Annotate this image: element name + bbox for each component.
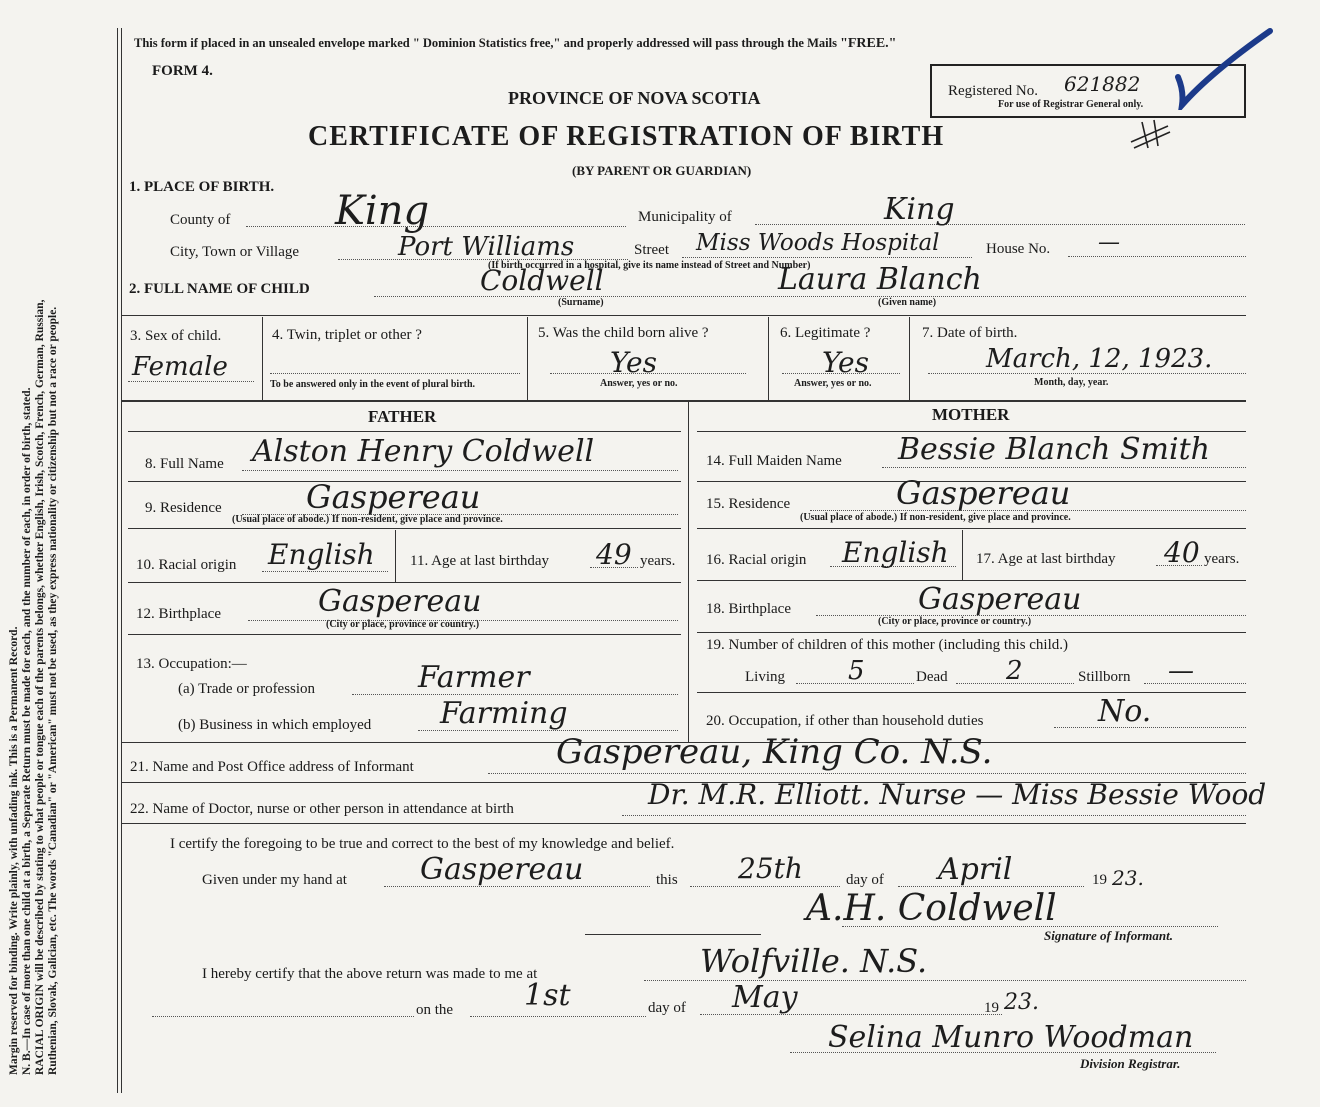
sex-label: 3. Sex of child. [130,328,222,344]
registered-label: Registered No. [948,83,1038,99]
mother-birthplace-label: 18. Birthplace [706,601,791,617]
mother-age-label: 17. Age at last birthday [976,551,1116,567]
mother-birthplace-value: Gaspereau [918,582,1082,617]
dob-value: March, 12, 1923. [986,344,1213,374]
father-age-value: 49 [596,538,632,571]
mother-residence-value: Gaspereau [896,474,1071,512]
mail-notice: This form if placed in an unsealed envelope marked " Dominion Statistics free," and properly addressed will pass through the Mails "FREE." [134,36,897,51]
alive-caption: Answer, yes or no. [600,378,678,389]
mother-occupation-label: 20. Occupation, if other than household duties [706,713,984,729]
alive-label: 5. Was the child born alive ? [538,325,709,341]
mother-age-value: 40 [1164,536,1200,569]
dead-value: 2 [1006,656,1023,686]
registrar-note: For use of Registrar General only. [998,99,1144,110]
form-number: FORM 4. [152,63,213,79]
sex-value: Female [132,352,228,382]
scribble-mark-icon [1128,118,1174,152]
margin-line: Margin reserved for binding. Write plainly, with unfading ink. This is a Permanent Record. [8,626,20,1075]
trade-label: (a) Trade or profession [178,681,316,697]
registrar-year-value: 23. [1004,990,1039,1015]
father-name-label: 8. Full Name [145,456,224,472]
county-label: County of [170,212,231,228]
father-race-value: English [268,538,375,571]
province-heading: PROVINCE OF NOVA SCOTIA [508,88,761,108]
registrar-statement: I hereby certify that the above return was made to me at [202,966,538,982]
trade-value: Farmer [418,660,530,695]
father-age-unit: years. [640,553,676,569]
hospital-note: (If birth occurred in a hospital, give its name instead of Street and Number) [488,260,811,271]
father-heading: FATHER [368,407,437,426]
alive-value: Yes [610,346,657,379]
dob-caption: Month, day, year. [1034,377,1109,388]
binding-margin-line [117,28,118,1093]
section1-heading: 1. PLACE OF BIRTH. [129,179,275,195]
margin-line: RACIAL ORIGIN will be described by stating to what people or tongue each of the parents belongs, whether English, Irish, Scotch, French, German, Russian, [34,299,46,1075]
registrar-day-of-label: day of [648,1000,686,1016]
subtitle: (BY PARENT OR GUARDIAN) [572,163,752,178]
house-value: — [1098,230,1120,255]
registered-number: 621882 [1064,72,1141,96]
mother-age-unit: years. [1204,551,1240,567]
on-the-label: on the [416,1002,454,1018]
registrar-signature-caption: Division Registrar. [1080,1056,1181,1071]
registrar-month-value: May [732,980,798,1015]
father-birthplace-caption: (City or place, province or country.) [326,619,480,630]
father-name-value: Alston Henry Coldwell [252,434,595,469]
informant-signature-caption: Signature of Informant. [1044,928,1173,943]
occupation-label: 13. Occupation:— [136,656,247,672]
twin-label: 4. Twin, triplet or other ? [272,327,422,343]
dob-label: 7. Date of birth. [922,325,1018,341]
house-label: House No. [986,241,1051,257]
legitimate-caption: Answer, yes or no. [794,378,872,389]
living-label: Living [745,669,785,685]
checkmark-icon [1170,25,1280,110]
attendant-label: 22. Name of Doctor, nurse or other person in attendance at birth [130,801,514,817]
business-label: (b) Business in which employed [178,717,372,733]
twin-note: To be answered only in the event of plural birth. [270,379,476,390]
this-label: this [656,872,678,888]
children-label: 19. Number of children of this mother (including this child.) [706,637,1069,653]
father-residence-caption: (Usual place of abode.) If non-resident, give place and province. [232,514,503,525]
father-residence-value: Gaspereau [306,478,481,516]
dead-label: Dead [916,669,948,685]
street-value: Miss Woods Hospital [696,230,940,256]
city-label: City, Town or Village [170,244,300,260]
registrar-place-value: Wolfville. N.S. [700,942,928,980]
page-title: CERTIFICATE OF REGISTRATION OF BIRTH [308,121,945,152]
informant-signature: A.H. Coldwell [806,888,1057,929]
given-place-value: Gaspereau [420,852,584,887]
mother-occupation-value: No. [1098,694,1152,729]
certify-statement: I certify the foregoing to be true and correct to the best of my knowledge and belief. [170,836,675,852]
registrar-signature: Selina Munro Woodman [828,1020,1194,1055]
living-value: 5 [848,656,865,686]
county-value: King [335,188,430,234]
child-name-label: 2. FULL NAME OF CHILD [129,281,310,297]
surname-caption: (Surname) [558,297,604,308]
father-race-label: 10. Racial origin [136,557,237,573]
father-residence-label: 9. Residence [145,500,222,516]
margin-instructions [8,15,60,1075]
certify-day-value: 25th [738,852,803,885]
informant-value: Gaspereau, King Co. N.S. [556,732,993,772]
stillborn-value: — [1168,656,1194,686]
mother-residence-label: 15. Residence [706,496,791,512]
margin-line: N. B.—In case of more than one child at a birth, a Separate Return must be made for each, and the number of each, in order of birth, stated. [21,387,33,1075]
margin-line: Ruthenian, Slovak, Galician, etc. The words "Canadian" or "American" must not be used, as they express nationality or citizenship but not a race or people. [47,306,59,1075]
legitimate-label: 6. Legitimate ? [780,325,871,341]
father-birthplace-value: Gaspereau [318,584,482,619]
given-name-value: Laura Blanch [778,262,982,297]
mother-name-label: 14. Full Maiden Name [706,453,842,469]
registrar-day-value: 1st [524,978,571,1013]
father-age-label: 11. Age at last birthday [410,553,549,569]
business-value: Farming [440,696,568,731]
certify-year-value: 23. [1112,866,1144,890]
father-birthplace-label: 12. Birthplace [136,606,221,622]
mother-heading: MOTHER [932,405,1010,424]
given-caption: (Given name) [878,297,937,308]
municipality-value: King [884,192,955,227]
binding-margin-line [121,28,122,1093]
certify-day-of-label: day of [846,872,884,888]
certify-month-value: April [938,852,1013,887]
city-value: Port Williams [398,232,575,262]
mother-residence-caption: (Usual place of abode.) If non-resident, give place and province. [800,512,1071,523]
registrar-year-prefix: 19 [984,1000,999,1016]
legitimate-value: Yes [822,346,869,379]
certify-year-prefix: 19 [1092,872,1107,888]
street-label: Street [634,242,669,258]
mother-race-label: 16. Racial origin [706,552,807,568]
municipality-label: Municipality of [638,209,732,225]
mother-birthplace-caption: (City or place, province or country.) [878,616,1032,627]
mother-race-value: English [842,536,949,569]
surname-value: Coldwell [480,264,604,297]
stillborn-label: Stillborn [1078,669,1131,685]
attendant-value: Dr. M.R. Elliott. Nurse — Miss Bessie Wood [648,778,1267,811]
mother-name-value: Bessie Blanch Smith [898,432,1210,467]
informant-label: 21. Name and Post Office address of Informant [130,759,414,775]
given-under-label: Given under my hand at [202,872,347,888]
